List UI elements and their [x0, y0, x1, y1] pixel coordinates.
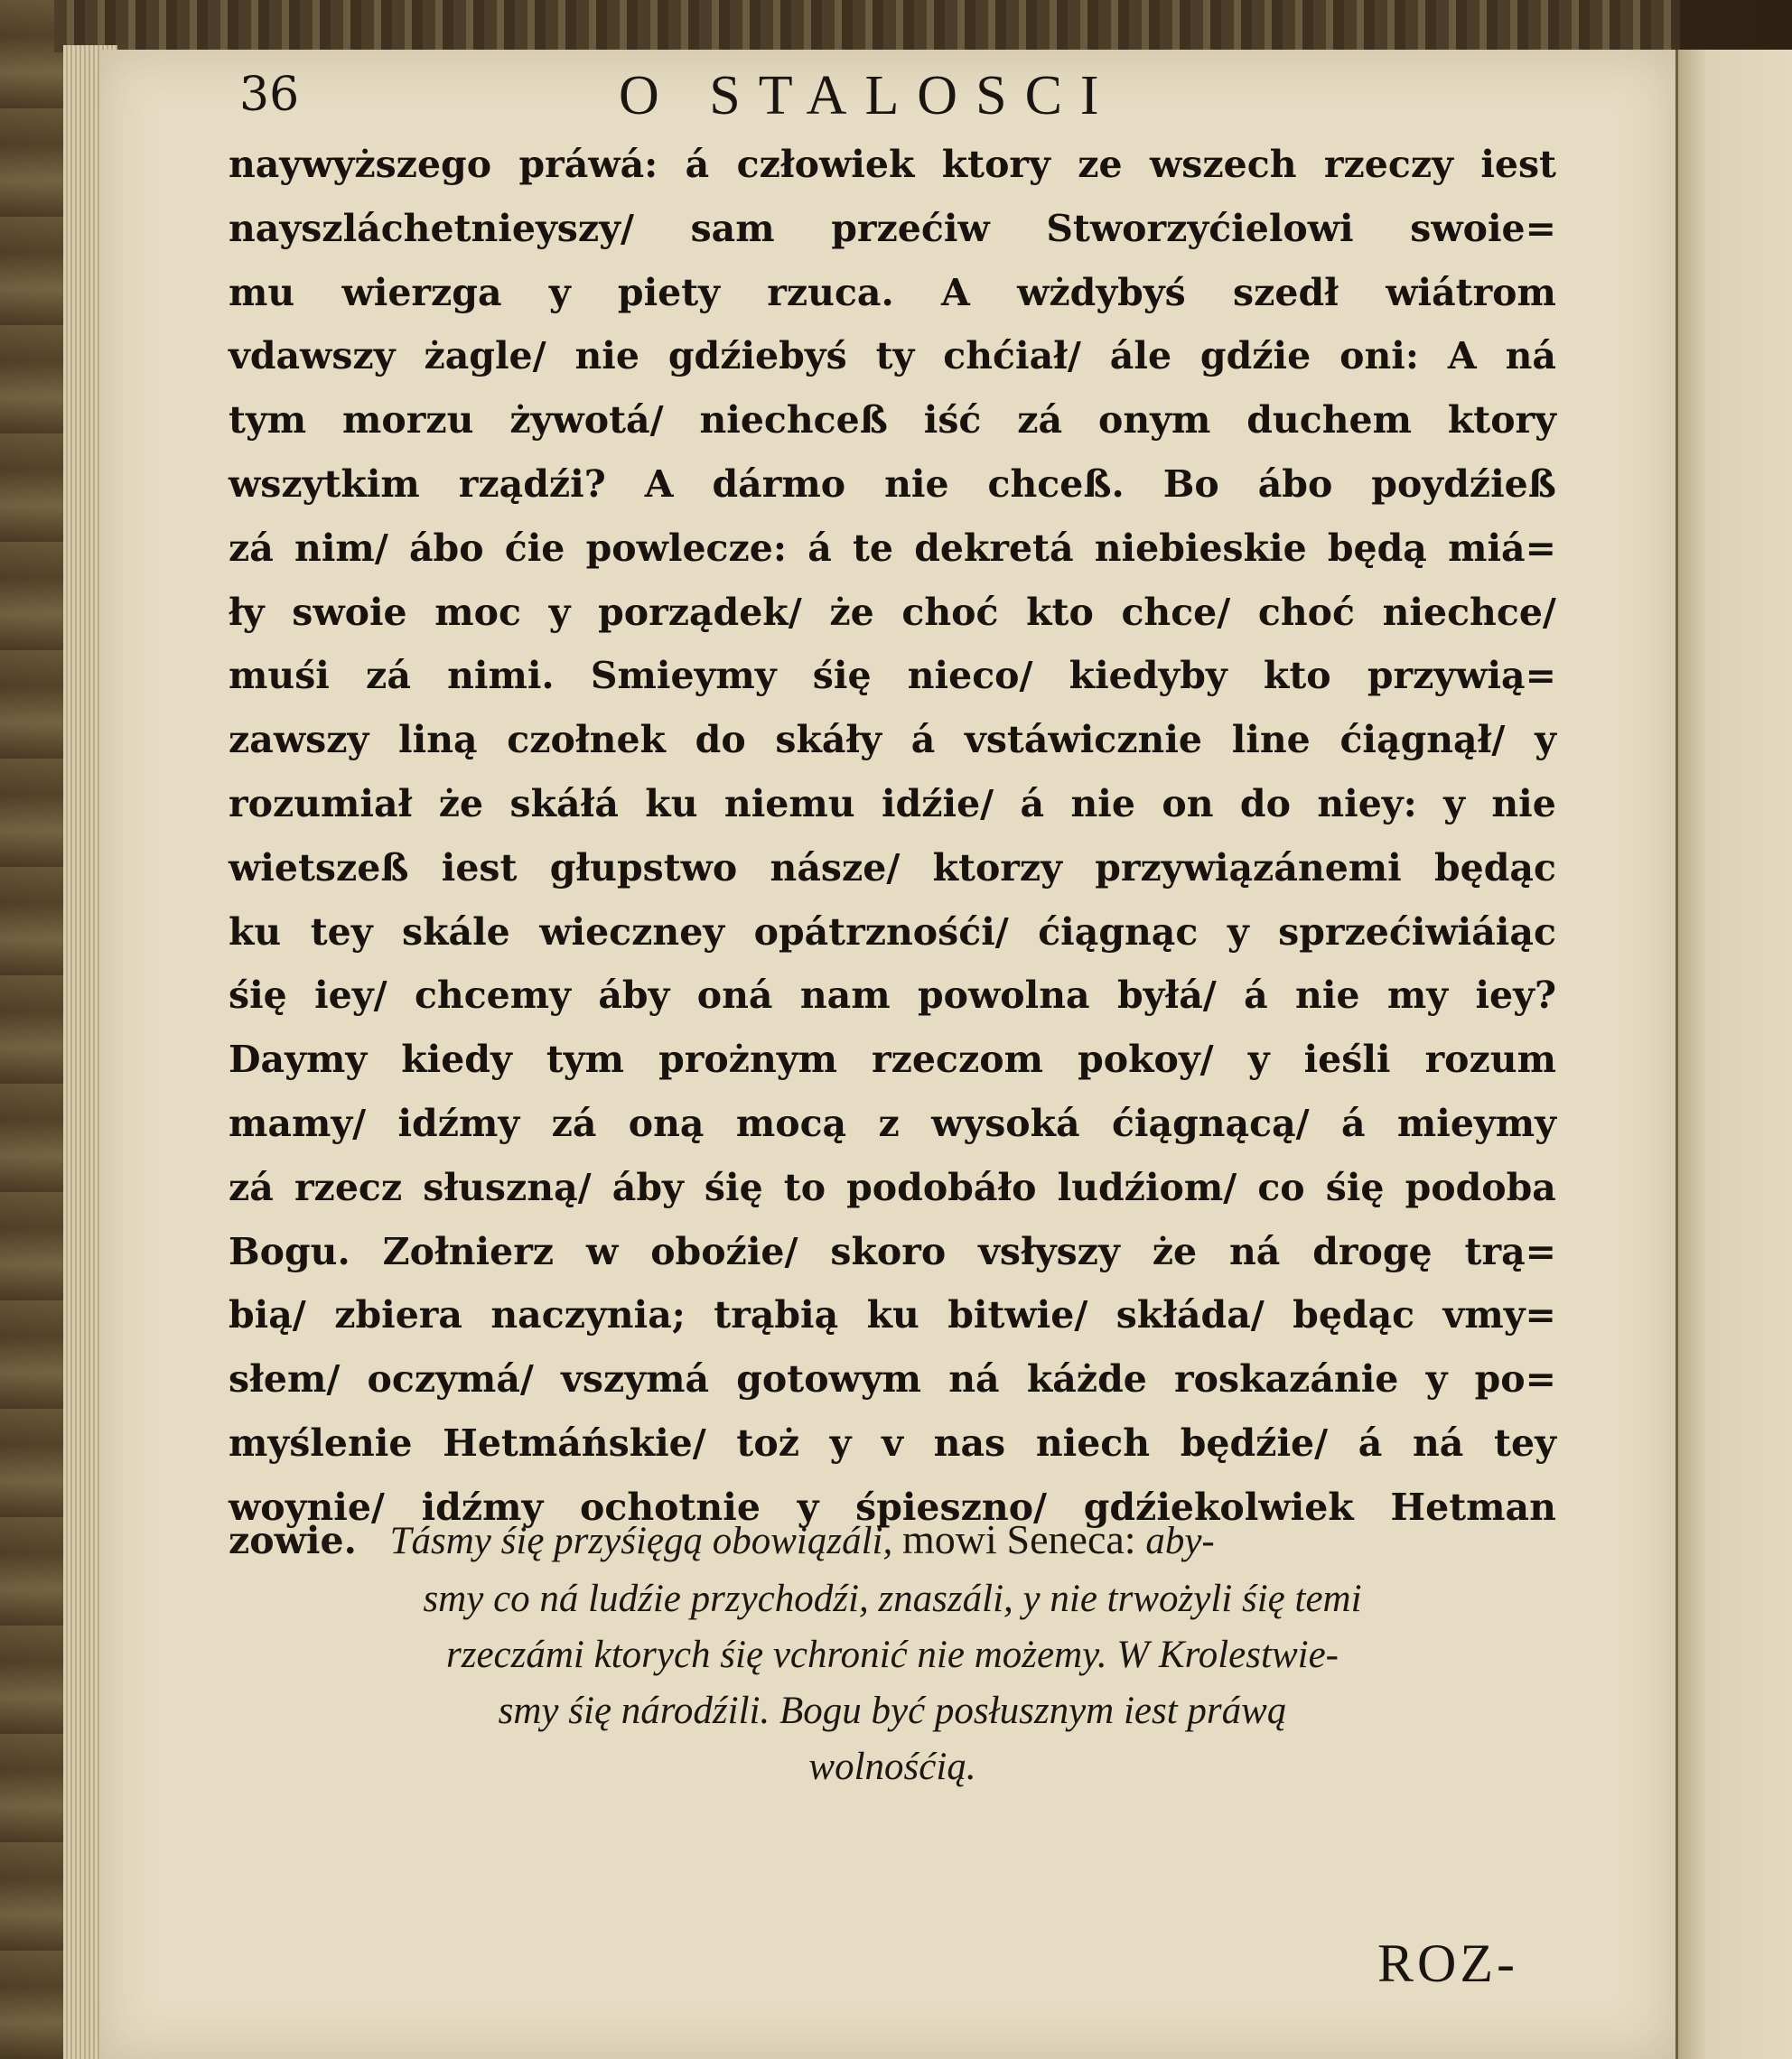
word: tym: [229, 398, 307, 443]
word: to: [783, 1165, 826, 1209]
word: w: [585, 1229, 619, 1273]
word: ludźiom/: [1057, 1165, 1237, 1209]
seneca-quote: [229, 1508, 1556, 1795]
quote-line: smy co ná ludźie przychodźi, znaszáli, y nie trwożyli śię temi: [423, 1578, 1362, 1620]
word: tey: [1494, 1421, 1556, 1465]
word: opátrznośći/: [753, 909, 1009, 954]
word: nie: [884, 461, 949, 506]
word: poydźieß: [1371, 461, 1556, 506]
text-line: [229, 452, 1556, 517]
word: nie: [574, 334, 639, 378]
text-line: [229, 1028, 1556, 1092]
word: gotowym: [736, 1357, 922, 1402]
page-number: 36: [239, 68, 300, 122]
word: wierzga: [341, 270, 502, 314]
word: że: [438, 781, 484, 825]
word: Daymy: [229, 1038, 368, 1082]
word: śię: [704, 1165, 763, 1209]
word: skále: [402, 909, 510, 954]
word: po=: [1474, 1357, 1556, 1402]
word: przećiw: [831, 206, 990, 250]
word: skáłá: [509, 781, 619, 825]
text-line: [229, 1220, 1556, 1284]
word: z: [878, 1101, 900, 1145]
word: zá: [229, 1165, 274, 1209]
word: gdźiekolwiek: [1083, 1485, 1354, 1529]
quote-verb: mowi: [902, 1516, 997, 1562]
word: woynie/: [229, 1485, 385, 1529]
word: człowiek: [736, 143, 915, 186]
word: rzeczy: [1323, 143, 1453, 186]
text-line: [229, 388, 1556, 452]
word: káżde: [1026, 1357, 1147, 1402]
word: rzeczom: [872, 1038, 1043, 1082]
word: toż: [736, 1421, 799, 1465]
page-header: [131, 65, 1648, 140]
word: á: [1358, 1421, 1383, 1465]
word: Bo: [1162, 461, 1219, 506]
text-line: [229, 1347, 1556, 1411]
word: będąc: [1434, 845, 1556, 890]
word: nie: [1491, 781, 1556, 825]
word: liną: [398, 718, 478, 762]
text-line: [229, 197, 1556, 261]
word: oczymá/: [367, 1357, 534, 1402]
word: Hetmáńskie/: [443, 1421, 706, 1465]
word: ku: [229, 909, 282, 954]
word: idźie/: [881, 781, 994, 825]
word: tym: [546, 1038, 624, 1082]
word: niey:: [1317, 781, 1417, 825]
word: á: [910, 718, 936, 762]
text-line: [229, 133, 1556, 197]
word: chce/: [1121, 590, 1231, 634]
text-line: [229, 581, 1556, 645]
word: zá: [551, 1101, 597, 1145]
word: ku: [866, 1293, 919, 1337]
word: y: [1535, 718, 1556, 762]
word: áby: [611, 1165, 684, 1209]
word: dekretá: [914, 526, 1074, 570]
word: choć: [1257, 590, 1355, 634]
word: powlecze:: [585, 526, 788, 570]
word: rozum: [1424, 1038, 1556, 1082]
word: vdawszy: [229, 334, 396, 378]
word: wżdybyś: [1017, 270, 1186, 314]
word: rozumiał: [229, 781, 413, 825]
word: á: [1340, 1101, 1366, 1145]
word: práwá:: [518, 143, 658, 186]
word: ieśli: [1303, 1038, 1391, 1082]
text-line: [229, 708, 1556, 772]
word: á: [1020, 781, 1045, 825]
quote-line: smy śię národźili. Bogu być posłusznym iest práwą: [498, 1690, 1287, 1732]
word: gdźiebyś: [667, 334, 847, 378]
word: my: [1386, 974, 1449, 1018]
word: ná: [1413, 1421, 1464, 1465]
word: miá=: [1448, 526, 1556, 570]
word: słem/: [229, 1357, 341, 1402]
word: idźmy: [421, 1485, 544, 1529]
word: morzu: [342, 398, 474, 443]
word: on: [1162, 781, 1214, 825]
word: á: [807, 526, 832, 570]
word: rzuca.: [767, 270, 894, 314]
word: muśi: [229, 654, 330, 698]
word: niechceß: [699, 398, 888, 443]
word: ćiągnąc: [1038, 909, 1199, 954]
word: żagle/: [424, 334, 546, 378]
word: y: [548, 270, 571, 314]
word: mocą: [735, 1101, 847, 1145]
word: duchem: [1246, 398, 1412, 443]
word: vszymá: [561, 1357, 710, 1402]
text-line: [229, 772, 1556, 836]
word: ktory: [941, 143, 1050, 186]
word: naywyższego: [229, 143, 492, 186]
word: roskazánie: [1174, 1357, 1399, 1402]
text-line: [229, 1156, 1556, 1220]
word: ty: [875, 334, 915, 378]
word: wieczney: [539, 909, 725, 954]
word: áby: [598, 974, 670, 1018]
word: kiedyby: [1069, 654, 1227, 698]
quote-line: rzeczámi ktorych śię vchronić nie możemy. W Krolestwie-: [446, 1634, 1339, 1676]
word: iey?: [1475, 974, 1556, 1018]
word: sprzećiwiáiąc: [1278, 909, 1556, 954]
word: onym: [1098, 398, 1211, 443]
word: rzecz: [294, 1165, 403, 1209]
word: przywią=: [1367, 654, 1556, 698]
word: sam: [690, 206, 775, 250]
word: zawszy: [229, 718, 369, 762]
word: nam: [799, 974, 891, 1018]
quote-author: Seneca:: [1006, 1516, 1136, 1562]
word: choć: [901, 590, 999, 634]
word: Smieymy: [590, 654, 777, 698]
word: niechce/: [1382, 590, 1556, 634]
word: kiedy: [401, 1038, 512, 1082]
word: głupstwo: [549, 845, 738, 890]
word: będą: [1327, 526, 1427, 570]
body-last-word: zowie.: [229, 1519, 357, 1562]
body-text: [229, 133, 1556, 1540]
word: przywiązánemi: [1095, 845, 1402, 890]
word: wszytkim: [229, 461, 420, 506]
word: Bogu.: [229, 1229, 350, 1273]
text-line: [229, 836, 1556, 900]
word: podoba: [1405, 1165, 1556, 1209]
word: á: [1244, 974, 1268, 1018]
word: oboźie/: [650, 1229, 798, 1273]
word: ćiągnącą/: [1111, 1101, 1310, 1145]
word: chćiał/: [943, 334, 1081, 378]
word: chcemy: [414, 974, 571, 1018]
catchword: ROZ-: [1377, 1933, 1518, 1993]
word: porządek/: [598, 590, 802, 634]
word: chceß.: [987, 461, 1125, 506]
word: ktorzy: [932, 845, 1062, 890]
word: ábo: [1257, 461, 1333, 506]
quote-line: wolnośćią.: [808, 1746, 976, 1788]
text-line: [229, 261, 1556, 325]
word: trą=: [1464, 1229, 1556, 1273]
quote-lead: Tásmy śię przyśięgą obowiązáli,: [389, 1520, 893, 1562]
word: ábo: [408, 526, 484, 570]
word: vsłyszy: [978, 1229, 1120, 1273]
facing-page-edge: [1675, 50, 1792, 2059]
word: y: [829, 1421, 852, 1465]
word: nieco/: [907, 654, 1033, 698]
page-top-edge: [54, 0, 1680, 52]
word: ná: [1505, 334, 1556, 378]
word: ochotnie: [580, 1485, 761, 1529]
word: Hetman: [1390, 1485, 1556, 1529]
word: Stworzyćielowi: [1046, 206, 1354, 250]
word: śię: [229, 974, 287, 1018]
word: vmy=: [1442, 1293, 1556, 1337]
word: trąbią: [714, 1293, 839, 1337]
word: v: [882, 1421, 903, 1465]
word: byłá/: [1116, 974, 1217, 1018]
word: śię: [1325, 1165, 1385, 1209]
word: vstáwicznie: [965, 718, 1203, 762]
word: zbiera: [334, 1293, 462, 1337]
word: wietszeß: [229, 845, 409, 890]
word: czołnek: [507, 718, 666, 762]
word: ćie: [504, 526, 565, 570]
quote-lead-tail: aby-: [1145, 1520, 1215, 1562]
word: wszech: [1149, 143, 1297, 186]
text-line: [229, 1411, 1556, 1476]
word: nie: [1295, 974, 1360, 1018]
word: kto: [1263, 654, 1331, 698]
word: do: [695, 718, 746, 762]
word: niemu: [723, 781, 855, 825]
running-head: O STALOSCI: [619, 65, 1117, 126]
word: niech: [1035, 1421, 1151, 1465]
word: te: [852, 526, 893, 570]
word: swoie=: [1410, 206, 1556, 250]
word: do: [1239, 781, 1291, 825]
word: skłáda/: [1115, 1293, 1265, 1337]
word: oną: [628, 1101, 705, 1145]
word: ná: [948, 1357, 1000, 1402]
word: iść: [923, 398, 982, 443]
word: śię: [812, 654, 872, 698]
word: Zołnierz: [382, 1229, 555, 1273]
text-line: [229, 900, 1556, 964]
word: naczynia;: [490, 1293, 686, 1337]
word: nas: [933, 1421, 1006, 1465]
word: zá: [366, 654, 411, 698]
word: dármo: [712, 461, 846, 506]
word: line: [1231, 718, 1311, 762]
word: A: [644, 461, 674, 506]
text-line: [229, 1283, 1556, 1347]
word: ku: [645, 781, 698, 825]
word: y: [1247, 1038, 1270, 1082]
word: ćiągnął/: [1339, 718, 1506, 762]
word: powolna: [917, 974, 1090, 1018]
word: á: [685, 143, 710, 186]
word: y: [548, 590, 571, 634]
word: ktory: [1447, 398, 1556, 443]
word: niebieskie: [1094, 526, 1307, 570]
word: szedł: [1233, 270, 1339, 314]
word: pokoy/: [1078, 1038, 1214, 1082]
word: mieymy: [1396, 1101, 1556, 1145]
quote-first-line: [229, 1508, 1556, 1571]
word: że: [1152, 1229, 1198, 1273]
word: słuszną/: [423, 1165, 592, 1209]
text-line: [229, 644, 1556, 708]
word: myślenie: [229, 1421, 413, 1465]
text-line: [229, 517, 1556, 581]
word: y: [1443, 781, 1465, 825]
word: skoro: [830, 1229, 947, 1273]
word: idźmy: [397, 1101, 520, 1145]
word: będąc: [1293, 1293, 1415, 1337]
text-line: [229, 324, 1556, 388]
word: A: [941, 270, 970, 314]
word: mu: [229, 270, 295, 314]
word: swoie: [292, 590, 407, 634]
word: podobáło: [846, 1165, 1037, 1209]
word: tey: [310, 909, 373, 954]
word: moc: [434, 590, 521, 634]
word: co: [1257, 1165, 1305, 1209]
word: wiátrom: [1386, 270, 1556, 314]
word: ze: [1078, 143, 1123, 186]
word: ále: [1109, 334, 1172, 378]
word: y: [1425, 1357, 1448, 1402]
word: ná: [1228, 1229, 1281, 1273]
word: iey/: [314, 974, 387, 1018]
word: będźie/: [1180, 1421, 1329, 1465]
word: drogę: [1312, 1229, 1433, 1273]
word: nie: [1070, 781, 1135, 825]
word: oná: [696, 974, 773, 1018]
word: ły: [229, 590, 265, 634]
word: nimi.: [447, 654, 555, 698]
word: śpieszno/: [855, 1485, 1048, 1529]
word: skáły: [775, 718, 882, 762]
text-line: [229, 1092, 1556, 1156]
word: rządźi?: [458, 461, 606, 506]
word: y: [1227, 909, 1249, 954]
word: kto: [1026, 590, 1094, 634]
word: nayszláchetnieyszy/: [229, 206, 634, 250]
word: bitwie/: [947, 1293, 1088, 1337]
word: piety: [617, 270, 720, 314]
word: iest: [441, 845, 518, 890]
word: żywotá/: [509, 398, 664, 443]
word: gdźie: [1199, 334, 1311, 378]
word: prożnym: [658, 1038, 837, 1082]
word: nim/: [294, 526, 388, 570]
text-line: [229, 964, 1556, 1028]
word: że: [829, 590, 874, 634]
word: násze/: [770, 845, 901, 890]
word: wysoká: [931, 1101, 1080, 1145]
word: A: [1447, 334, 1477, 378]
word: oni:: [1339, 334, 1419, 378]
word: bią/: [229, 1293, 306, 1337]
word: y: [797, 1485, 819, 1529]
word: mamy/: [229, 1101, 367, 1145]
word: iest: [1480, 143, 1556, 186]
word: zá: [229, 526, 274, 570]
word: zá: [1017, 398, 1063, 443]
